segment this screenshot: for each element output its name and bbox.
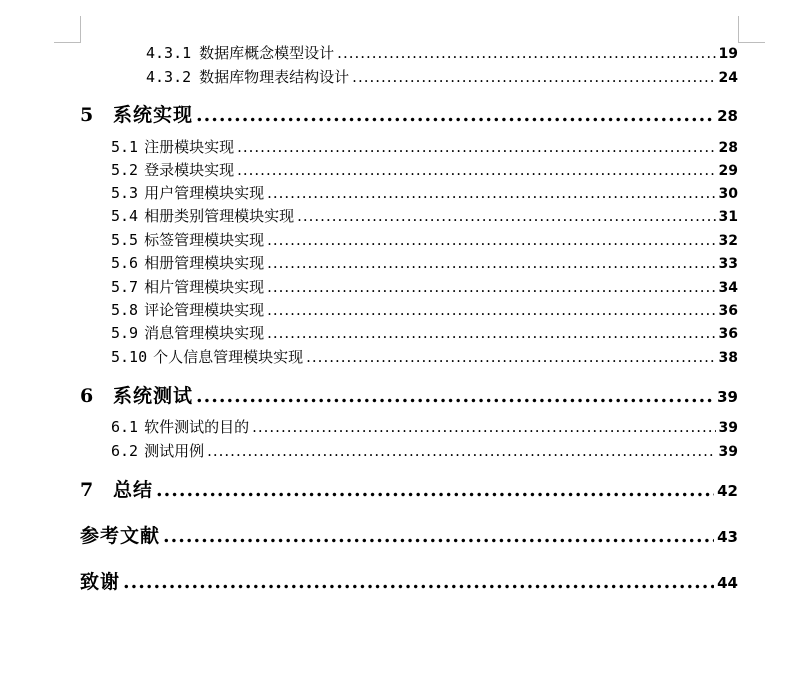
toc-label (80, 381, 193, 408)
dot-leader (252, 418, 715, 436)
toc-page-number: 38 (718, 350, 738, 366)
toc-number: 6.1 (111, 418, 139, 436)
toc-number: 4.3.2 (146, 68, 192, 86)
toc-page-number: 39 (718, 420, 738, 436)
toc-label (111, 346, 303, 367)
toc-page-number: 43 (717, 528, 738, 546)
toc-number: 5.4 (111, 207, 139, 225)
toc-title: 系统测试 (113, 385, 194, 407)
toc-page-number: 36 (718, 326, 738, 342)
toc-page-number: 28 (717, 107, 738, 125)
toc-title: 个人信息管理模块实现 (153, 348, 304, 366)
toc-number: 6.2 (111, 442, 139, 460)
toc-page-number: 31 (718, 209, 738, 225)
toc-number: 5.3 (111, 184, 139, 202)
dot-leader (196, 385, 714, 407)
toc-entry-chapter-6[interactable] (80, 381, 738, 405)
dot-leader (297, 207, 715, 225)
dot-leader (267, 301, 715, 319)
dot-leader (207, 442, 715, 460)
toc-entry-5-6[interactable] (111, 252, 738, 272)
toc-title: 用户管理模块实现 (144, 184, 265, 202)
toc-label (111, 229, 264, 250)
toc-entry-5-7[interactable] (111, 276, 738, 296)
toc-title: 相册管理模块实现 (144, 254, 265, 272)
toc-title: 参考文献 (80, 525, 161, 547)
toc-number: 5 (80, 104, 94, 126)
toc-entry-references[interactable] (80, 521, 738, 545)
toc-label (80, 521, 160, 548)
toc-number: 7 (80, 479, 94, 501)
toc-label (80, 567, 120, 594)
toc-entry-4-3-2[interactable] (146, 66, 738, 86)
toc-entry-5-4[interactable] (111, 205, 738, 225)
dot-leader (196, 104, 714, 126)
toc-page-number: 39 (717, 388, 738, 406)
page-corner-mark-left (54, 16, 81, 43)
dot-leader (267, 231, 715, 249)
toc-title: 致谢 (80, 571, 121, 593)
page-corner-mark-right (738, 16, 765, 43)
toc-title: 软件测试的目的 (144, 418, 250, 436)
toc-label (111, 416, 249, 437)
toc-label (111, 322, 264, 343)
dot-leader (267, 278, 715, 296)
toc-label (111, 136, 234, 157)
toc-entry-5-5[interactable] (111, 229, 738, 249)
toc-title: 登录模块实现 (144, 161, 235, 179)
dot-leader (156, 479, 714, 501)
toc-label (146, 66, 349, 87)
dot-leader (267, 324, 715, 342)
toc-title: 相册类别管理模块实现 (144, 207, 295, 225)
toc-label (111, 182, 264, 203)
toc-label (111, 299, 264, 320)
toc-number: 6 (80, 385, 94, 407)
toc-label (80, 100, 193, 127)
toc-number: 5.2 (111, 161, 139, 179)
toc-title: 系统实现 (113, 104, 194, 126)
toc-page-number: 30 (718, 186, 738, 202)
toc-page-number: 24 (718, 70, 738, 86)
dot-leader (267, 254, 715, 272)
toc-number: 5.1 (111, 138, 139, 156)
toc-number: 5.5 (111, 231, 139, 249)
toc-entry-5-8[interactable] (111, 299, 738, 319)
toc-number: 5.6 (111, 254, 139, 272)
toc-title: 注册模块实现 (144, 138, 235, 156)
toc-entry-5-9[interactable] (111, 322, 738, 342)
toc-entry-4-3-1[interactable] (146, 42, 738, 62)
dot-leader (337, 44, 715, 62)
toc-number: 4.3.1 (146, 44, 192, 62)
toc-entry-6-1[interactable] (111, 416, 738, 436)
toc-page-number: 29 (718, 163, 738, 179)
dot-leader (237, 161, 715, 179)
toc-title: 评论管理模块实现 (144, 301, 265, 319)
toc-title: 总结 (113, 479, 154, 501)
toc-entry-6-2[interactable] (111, 440, 738, 460)
toc-title: 数据库物理表结构设计 (199, 68, 350, 86)
toc-title: 相片管理模块实现 (144, 278, 265, 296)
toc-entry-chapter-7[interactable] (80, 475, 738, 499)
toc-page-number: 34 (718, 280, 738, 296)
dot-leader (163, 525, 714, 547)
toc-page-number: 19 (718, 46, 738, 62)
toc-page-number: 36 (718, 303, 738, 319)
toc-entry-acknowledgements[interactable] (80, 567, 738, 591)
toc-entry-5-10[interactable] (111, 346, 738, 366)
toc-title: 标签管理模块实现 (144, 231, 265, 249)
toc-label (111, 440, 204, 461)
dot-leader (123, 571, 714, 593)
toc-page-number: 44 (717, 574, 738, 592)
dot-leader (352, 68, 715, 86)
toc-title: 数据库概念模型设计 (199, 44, 335, 62)
toc-number: 5.7 (111, 278, 139, 296)
toc-entry-5-3[interactable] (111, 182, 738, 202)
toc-entry-chapter-5[interactable] (80, 100, 738, 124)
toc-page-number: 28 (718, 140, 738, 156)
toc-label (111, 205, 294, 226)
toc-title: 测试用例 (144, 442, 205, 460)
toc-entry-5-2[interactable] (111, 159, 738, 179)
dot-leader (267, 184, 715, 202)
toc-number: 5.9 (111, 324, 139, 342)
toc-page-number: 42 (717, 482, 738, 500)
toc-label (146, 42, 334, 63)
toc-page-number: 32 (718, 233, 738, 249)
toc-page-number: 33 (718, 256, 738, 272)
toc-title: 消息管理模块实现 (144, 324, 265, 342)
dot-leader (237, 138, 715, 156)
toc-label (80, 475, 153, 502)
toc-number: 5.10 (111, 348, 148, 366)
toc-entry-5-1[interactable] (111, 136, 738, 156)
toc-label (111, 276, 264, 297)
toc-number: 5.8 (111, 301, 139, 319)
toc-page-number: 39 (718, 444, 738, 460)
toc-label (111, 159, 234, 180)
dot-leader (306, 348, 715, 366)
toc-label (111, 252, 264, 273)
